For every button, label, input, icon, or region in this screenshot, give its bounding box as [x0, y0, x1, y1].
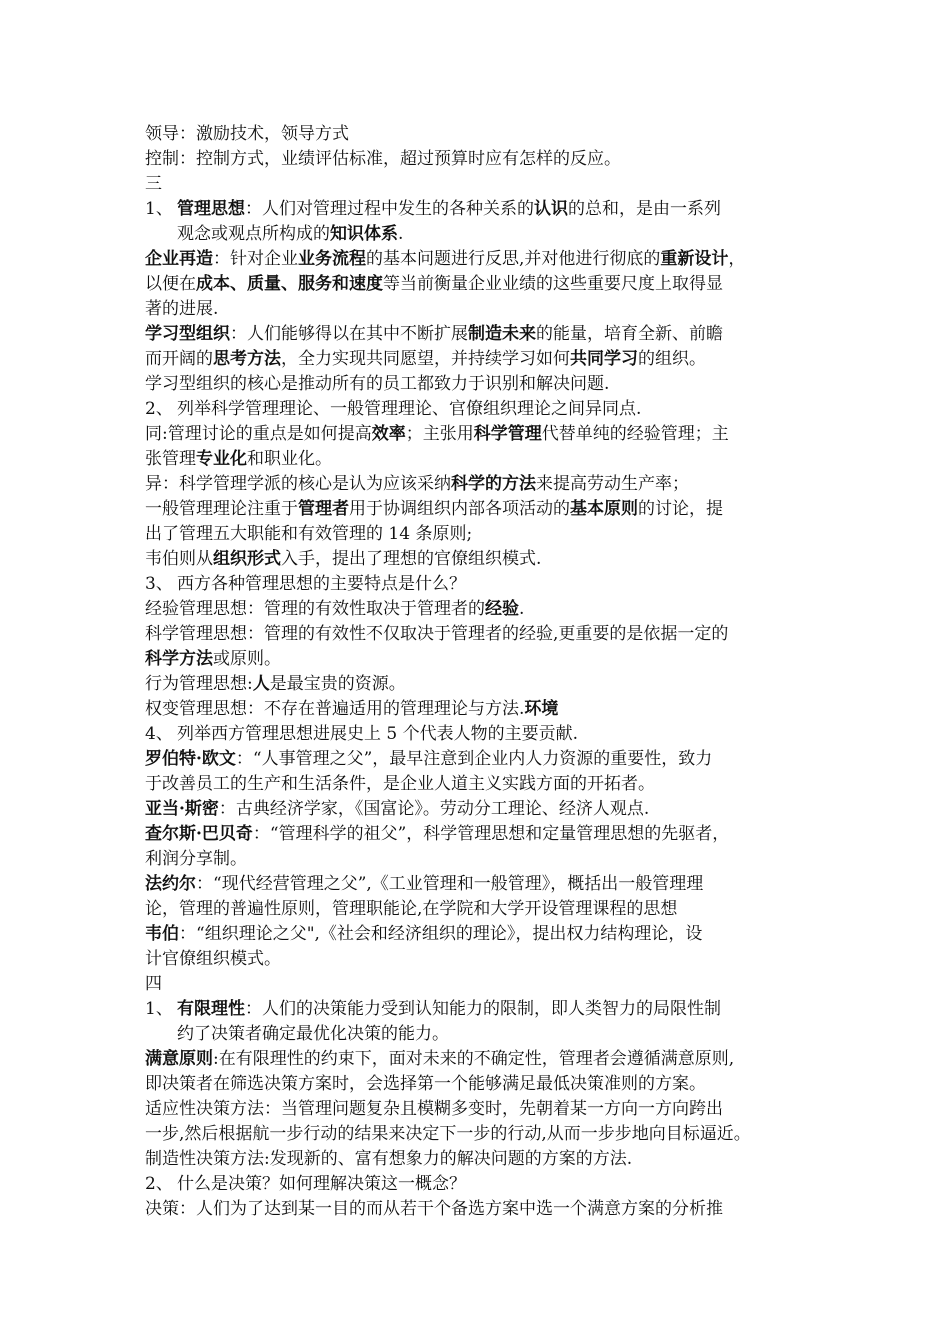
text-run: 异：科学管理学派的核心是认为应该采纳: [145, 474, 451, 494]
text-run: 是最宝贵的资源。: [269, 674, 406, 694]
item-text: [177, 197, 817, 222]
text-run: 张管理: [145, 449, 196, 469]
bold-term: 环境: [524, 699, 559, 719]
text-line: [145, 972, 817, 997]
text-line: [145, 497, 817, 522]
item-text: [177, 722, 817, 747]
text-line: [145, 772, 817, 797]
text-run: 行为管理思想:: [145, 674, 253, 694]
text-line: [145, 697, 817, 722]
text-line: [145, 872, 817, 897]
text-run: 列举西方管理思想进展史上 5 个代表人物的主要贡献.: [177, 724, 579, 744]
text-line: [145, 1122, 817, 1147]
text-run: 或原则。: [213, 649, 281, 669]
text-line: [145, 672, 817, 697]
bold-term: 业务流程: [298, 249, 366, 269]
text-line: [145, 222, 817, 247]
text-run: 等当前衡量企业业绩的这些重要尺度上取得显: [383, 274, 723, 294]
text-line: [145, 897, 817, 922]
text-line: [145, 1022, 817, 1047]
text-line: [145, 447, 817, 472]
text-run: 入手，提出了理想的官僚组织模式.: [281, 549, 542, 569]
text-line: [145, 322, 817, 347]
text-run: ：“管理科学的祖父”，科学管理思想和定量管理思想的先驱者，: [252, 824, 730, 844]
bold-term: 法约尔: [145, 874, 196, 894]
bold-term: 管理者: [298, 499, 349, 519]
text-run: 以便在: [145, 274, 196, 294]
bold-term: 企业再造: [145, 249, 213, 269]
bold-term: 组织形式: [213, 549, 281, 569]
numbered-item: [145, 397, 817, 422]
numbered-item: [145, 722, 817, 747]
text-line: [145, 1047, 817, 1072]
bold-term: 基本原则: [570, 499, 638, 519]
bold-term: 罗伯特·欧文: [145, 749, 236, 769]
text-run: 四: [145, 974, 162, 994]
bold-term: 专业化: [196, 449, 247, 469]
text-run: :在有限理性的约束下，面对未来的不确定性，管理者会遵循满意原则,: [213, 1049, 735, 1069]
bold-term: 人: [252, 674, 270, 694]
item-text: [177, 1172, 817, 1197]
bold-term: 科学管理: [473, 424, 542, 444]
text-run: 著的进展.: [145, 299, 219, 319]
text-run: 利润分享制。: [145, 849, 247, 869]
text-run: 领导：激励技术，领导方式: [145, 124, 349, 144]
text-line: [145, 372, 817, 397]
bold-term: 韦伯: [145, 924, 179, 944]
text-run: 的能量，培育全新、前瞻: [536, 324, 723, 344]
text-run: 观念或观点所构成的: [177, 224, 330, 244]
text-run: 韦伯则从: [145, 549, 213, 569]
text-line: [145, 597, 817, 622]
text-run: 适应性决策方法：当管理问题复杂且模糊多变时，先朝着某一方向一方向跨出: [145, 1099, 723, 1119]
bold-term: 查尔斯·巴贝奇: [145, 824, 253, 844]
text-run: 的组织。: [638, 349, 706, 369]
text-line: [145, 1197, 817, 1222]
text-run: 于改善员工的生产和生活条件，是企业人道主义实践方面的开拓者。: [145, 774, 655, 794]
bold-term: 制造未来: [468, 324, 536, 344]
text-run: 同:管理讨论的重点是如何提高: [145, 424, 372, 444]
text-run: 列举科学管理理论、一般管理理论、官僚组织理论之间异同点.: [177, 399, 642, 419]
item-number: 2、: [145, 399, 173, 419]
bold-term: 有限理性: [177, 999, 245, 1019]
bold-term: 科学的方法: [451, 474, 536, 494]
text-run: .: [519, 599, 525, 619]
bold-term: 学习型组织: [145, 324, 230, 344]
text-run: 一步,然后根据航一步行动的结果来决定下一步的行动,从而一步步地向目标逼近。: [145, 1124, 751, 1144]
bold-term: 认识: [534, 199, 568, 219]
item-text: [177, 997, 817, 1022]
bold-term: 重新设计: [660, 249, 729, 269]
text-run: ：古典经济学家，《国富论》。劳动分工理论、经济人观点.: [218, 799, 650, 819]
text-run: 论，管理的普遍性原则，管理职能论,在学院和大学开设管理课程的思想: [145, 899, 678, 919]
text-line: [145, 272, 817, 297]
text-run: 的讨论，提: [638, 499, 723, 519]
text-line: [145, 1147, 817, 1172]
text-run: 控制：控制方式，业绩评估标准，超过预算时应有怎样的反应。: [145, 149, 621, 169]
text-run: ：人们能够得以在其中不断扩展: [230, 324, 468, 344]
numbered-item: [145, 197, 817, 222]
bold-term: 效率: [371, 424, 406, 444]
item-text: [177, 397, 817, 422]
text-run: 什么是决策？如何理解决策这一概念？: [177, 1174, 466, 1194]
text-run: ；主张用: [405, 424, 474, 444]
text-run: 代替单纯的经验管理；主: [541, 424, 729, 444]
text-run: 计官僚组织模式。: [145, 949, 281, 969]
bold-term: 管理思想: [177, 199, 245, 219]
text-line: [145, 147, 817, 172]
text-run: 的总和，是由一系列: [568, 199, 721, 219]
text-run: ：人们对管理过程中发生的各种关系的: [245, 199, 534, 219]
text-line: [145, 122, 817, 147]
text-line: [145, 947, 817, 972]
text-run: 一般管理理论注重于: [145, 499, 298, 519]
text-line: [145, 1097, 817, 1122]
text-run: ：“人事管理之父”，最早注意到企业内人力资源的重要性，致力: [235, 749, 713, 769]
text-line: [145, 522, 817, 547]
text-line: [145, 347, 817, 372]
item-number: 2、: [145, 1174, 173, 1194]
text-line: [145, 472, 817, 497]
item-number: 1、: [145, 999, 173, 1019]
text-line: [145, 622, 817, 647]
text-line: [145, 922, 817, 947]
text-run: ：针对企业: [213, 249, 298, 269]
bold-term: 共同学习: [570, 349, 638, 369]
text-run: 和职业化。: [247, 449, 332, 469]
text-run: 即决策者在筛选决策方案时，会选择第一个能够满足最低决策准则的方案。: [145, 1074, 706, 1094]
text-run: 权变管理思想：不存在普遍适用的管理理论与方法.: [145, 699, 525, 719]
text-line: [145, 847, 817, 872]
text-run: ，全力实现共同愿望，并持续学习如何: [281, 349, 570, 369]
numbered-item: [145, 1172, 817, 1197]
document-page: [145, 122, 817, 1222]
text-line: [145, 297, 817, 322]
text-run: 学习型组织的核心是推动所有的员工都致力于识别和解决问题.: [145, 374, 610, 394]
numbered-item: [145, 572, 817, 597]
text-run: ，: [728, 249, 746, 269]
item-number: 3、: [145, 574, 173, 594]
text-line: [145, 1072, 817, 1097]
bold-term: 经验: [485, 599, 519, 619]
text-run: 来提高劳动生产率；: [536, 474, 689, 494]
text-run: 制造性决策方法:发现新的、富有想象力的解决问题的方案的方法.: [145, 1149, 633, 1169]
text-line: [145, 797, 817, 822]
text-line: [145, 422, 817, 447]
text-run: 西方各种管理思想的主要特点是什么？: [177, 574, 466, 594]
item-text: [177, 572, 817, 597]
text-run: ：“现代经营管理之父”,《工业管理和一般管理》，概括出一般管理理: [196, 874, 704, 894]
bold-term: 思考方法: [213, 349, 281, 369]
item-number: 4、: [145, 724, 173, 744]
bold-term: 满意原则: [145, 1049, 213, 1069]
bold-term: 成本、质量、服务和速度: [196, 274, 383, 294]
text-run: ：人们的决策能力受到认知能力的限制，即人类智力的局限性制: [245, 999, 721, 1019]
text-run: 用于协调组织内部各项活动的: [349, 499, 570, 519]
bold-term: 知识体系: [330, 224, 398, 244]
text-run: 约了决策者确定最优化决策的能力。: [177, 1024, 449, 1044]
text-run: 出了管理五大职能和有效管理的 14 条原则;: [145, 524, 473, 544]
text-run: 三: [145, 174, 162, 194]
text-run: 决策：人们为了达到某一目的而从若干个备选方案中选一个满意方案的分析推: [145, 1199, 723, 1219]
text-line: [145, 747, 817, 772]
numbered-item: [145, 997, 817, 1022]
text-line: [145, 247, 817, 272]
text-line: [145, 647, 817, 672]
text-line: [145, 172, 817, 197]
bold-term: 科学方法: [145, 649, 213, 669]
bold-term: 亚当·斯密: [145, 799, 219, 819]
text-line: [145, 822, 817, 847]
text-run: 的基本问题进行反思,并对他进行彻底的: [366, 249, 661, 269]
text-run: .: [398, 224, 404, 244]
text-run: ：“组织理论之父",《社会和经济组织的理论》，提出权力结构理论，设: [179, 924, 703, 944]
text-run: 经验管理思想：管理的有效性取决于管理者的: [145, 599, 485, 619]
text-run: 而开阔的: [145, 349, 213, 369]
text-line: [145, 547, 817, 572]
text-run: 科学管理思想：管理的有效性不仅取决于管理者的经验,更重要的是依据一定的: [145, 624, 729, 644]
item-number: 1、: [145, 199, 173, 219]
